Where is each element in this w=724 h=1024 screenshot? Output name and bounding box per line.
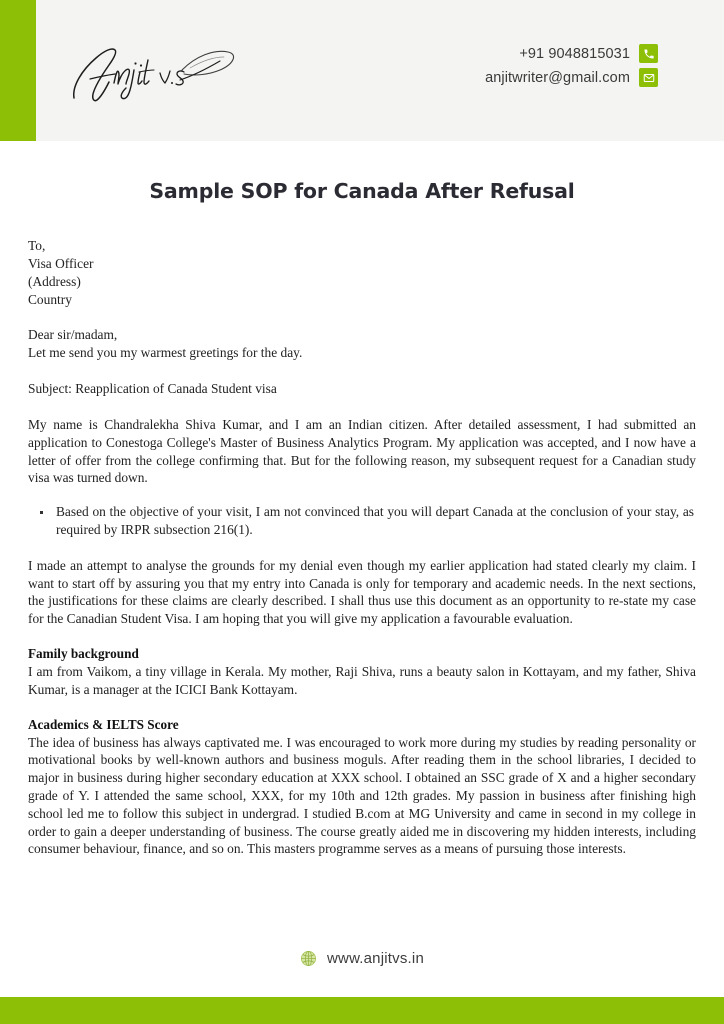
section-academics-ielts [28, 717, 696, 859]
list-item [28, 503, 694, 539]
phone-icon[interactable] [639, 44, 658, 63]
footer-website-row[interactable] [0, 919, 724, 997]
list-item-text: Based on the objective of your visit, I am not convinced that you will depart Canada at the conclusion of your stay, as required by IRPR subsection 216(1). [56, 504, 694, 537]
address-line: Visa Officer [28, 256, 94, 271]
refusal-reason-list [28, 503, 696, 539]
page-title: Sample SOP for Canada After Refusal [149, 179, 575, 203]
contact-email-row[interactable] [485, 68, 658, 87]
subject-line: Subject: Reapplication of Canada Student visa [28, 381, 277, 396]
subject-block [28, 380, 696, 398]
contact-details [485, 44, 658, 87]
section-paragraph: The idea of business has always captivated me. I was encouraged to work more during my studies by reading personality or motivational books by well-known authors and business moguls. After reading them in the school libraries, I decided to major in business during higher secondary education at XXX school. I obtained an SSC grade of X and a higher secondary grade of Y. I attended the same school, XXX, for my 10th and 12th grades. My passion in business after finishing high school led me to follow this subject in undergrad. I studied B.com at MG University and came in second in my college in order to gain a deeper understanding of business. The course greatly aided me in discovering my hidden interests, including consumer behaviour, finance, and so on. This masters programme serves as a means of pursuing those interests. [28, 734, 696, 857]
brand-logo [68, 36, 258, 106]
document-body [0, 141, 724, 997]
section-heading: Academics & IELTS Score [28, 716, 179, 732]
email-address-text: anjitwriter@gmail.com [485, 69, 630, 86]
bullet-marker-icon [40, 511, 43, 514]
envelope-icon[interactable] [639, 68, 658, 87]
globe-icon [300, 950, 317, 967]
footer-green-bar [0, 997, 724, 1024]
greeting-block [28, 326, 696, 362]
letterhead-header [0, 0, 724, 141]
recipient-address-block [28, 237, 696, 309]
phone-number-text: +91 9048815031 [519, 45, 630, 62]
signature-flourish-icon [68, 36, 258, 106]
header-green-accent-bar [0, 0, 36, 141]
section-paragraph: I am from Vaikom, a tiny village in Kerala. My mother, Raji Shiva, runs a beauty salon in Kottayam, and my father, Shiva Kumar, is a manager at the ICICI Bank Kottayam. [28, 663, 696, 697]
section-family-background [28, 646, 696, 699]
greeting-line: Let me send you my warmest greetings for the day. [28, 345, 303, 360]
paragraph-introduction: My name is Chandralekha Shiva Kumar, and I am an Indian citizen. After detailed assessment, I had submitted an application to Conestoga College's Master of Business Analytics Program. My application was accepted, and I now have a letter of offer from the college confirming that. But for the following reason, my subsequent request for a Canadian study visa was turned down. [28, 417, 696, 486]
paragraph-response: I made an attempt to analyse the grounds for my denial even though my earlier application had stated clearly my claim. I want to start off by assuring you that my entry into Canada is only for temporary and academic needs. In the next sections, the justifications for these claims are clearly described. I shall thus use this document as an opportunity to re-state my case for the Canadian Student Visa. I am hoping that you will give my application a favourable evaluation. [28, 557, 696, 627]
address-line: Country [28, 292, 72, 307]
footer-url-text[interactable]: www.anjitvs.in [327, 949, 424, 967]
section-heading: Family background [28, 645, 139, 661]
address-line: (Address) [28, 274, 81, 289]
contact-phone-row[interactable] [519, 44, 658, 63]
salutation-line: Dear sir/madam, [28, 327, 118, 342]
address-line: To, [28, 238, 46, 253]
